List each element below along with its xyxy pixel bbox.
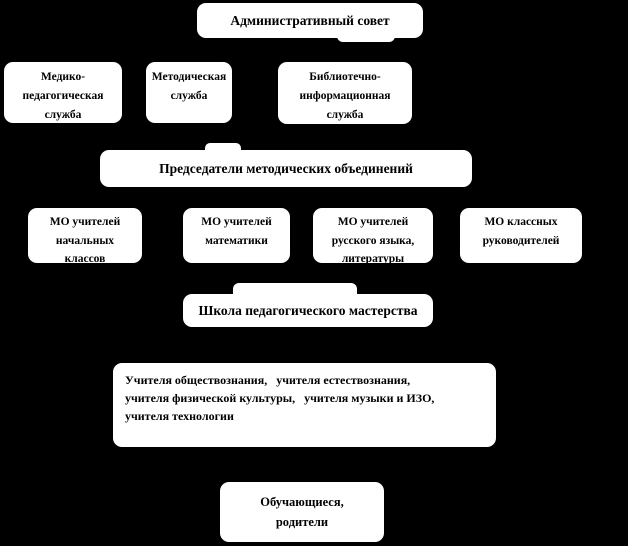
node-label-line: Медико- (40, 71, 86, 83)
node-mo-russian-teachers (313, 208, 433, 263)
node-medical-pedagogical-service (4, 62, 122, 123)
node-label-line: литературы (341, 253, 405, 265)
node-label-line: служба (170, 90, 208, 102)
node-label-line: родители (275, 515, 329, 529)
node-mo-class-leaders (460, 208, 582, 263)
node-mo-primary-teachers (28, 208, 142, 263)
node-label-line: учителя технологии (125, 409, 234, 423)
node-label-line: МО классных (484, 216, 558, 228)
node-methodical-associations-chairs (100, 150, 472, 187)
node-label-line: учителя физической культуры, учителя музыки и ИЗО, (125, 391, 435, 405)
node-label: Административный совет (230, 12, 390, 28)
node-administrative-council (197, 3, 423, 38)
node-label-line: МО учителей (337, 216, 409, 228)
node-label-line: информационная (299, 90, 391, 102)
node-label-line: МО учителей (49, 216, 121, 228)
node-label: Школа педагогического мастерства (198, 302, 418, 318)
node-label-line: начальных (55, 234, 115, 247)
node-label-line: математики (205, 234, 268, 247)
node-mo-math-teachers (183, 208, 290, 263)
node-subject-teachers (113, 363, 496, 447)
node-label-line: классов (64, 253, 106, 265)
node-label: Председатели методических объединений (159, 160, 413, 176)
node-pedagogical-mastery-school (183, 294, 433, 327)
node-label-line: служба (44, 109, 82, 121)
node-label-line: Обучающиеся, (260, 495, 344, 509)
node-label-line: педагогическая (22, 90, 104, 102)
node-label-line: служба (326, 109, 364, 121)
node-label-line: Учителя обществознания, учителя естествознания, (125, 373, 411, 387)
node-label-line: Библиотечно- (309, 71, 381, 83)
node-label-line: русского языка, (331, 234, 415, 247)
node-methodical-service (146, 62, 232, 123)
node-label-line: МО учителей (201, 216, 272, 228)
node-library-information-service (278, 62, 412, 124)
node-label-line: руководителей (482, 234, 560, 247)
node-label-line: Методическая (151, 71, 227, 83)
node-students-parents (220, 482, 384, 542)
